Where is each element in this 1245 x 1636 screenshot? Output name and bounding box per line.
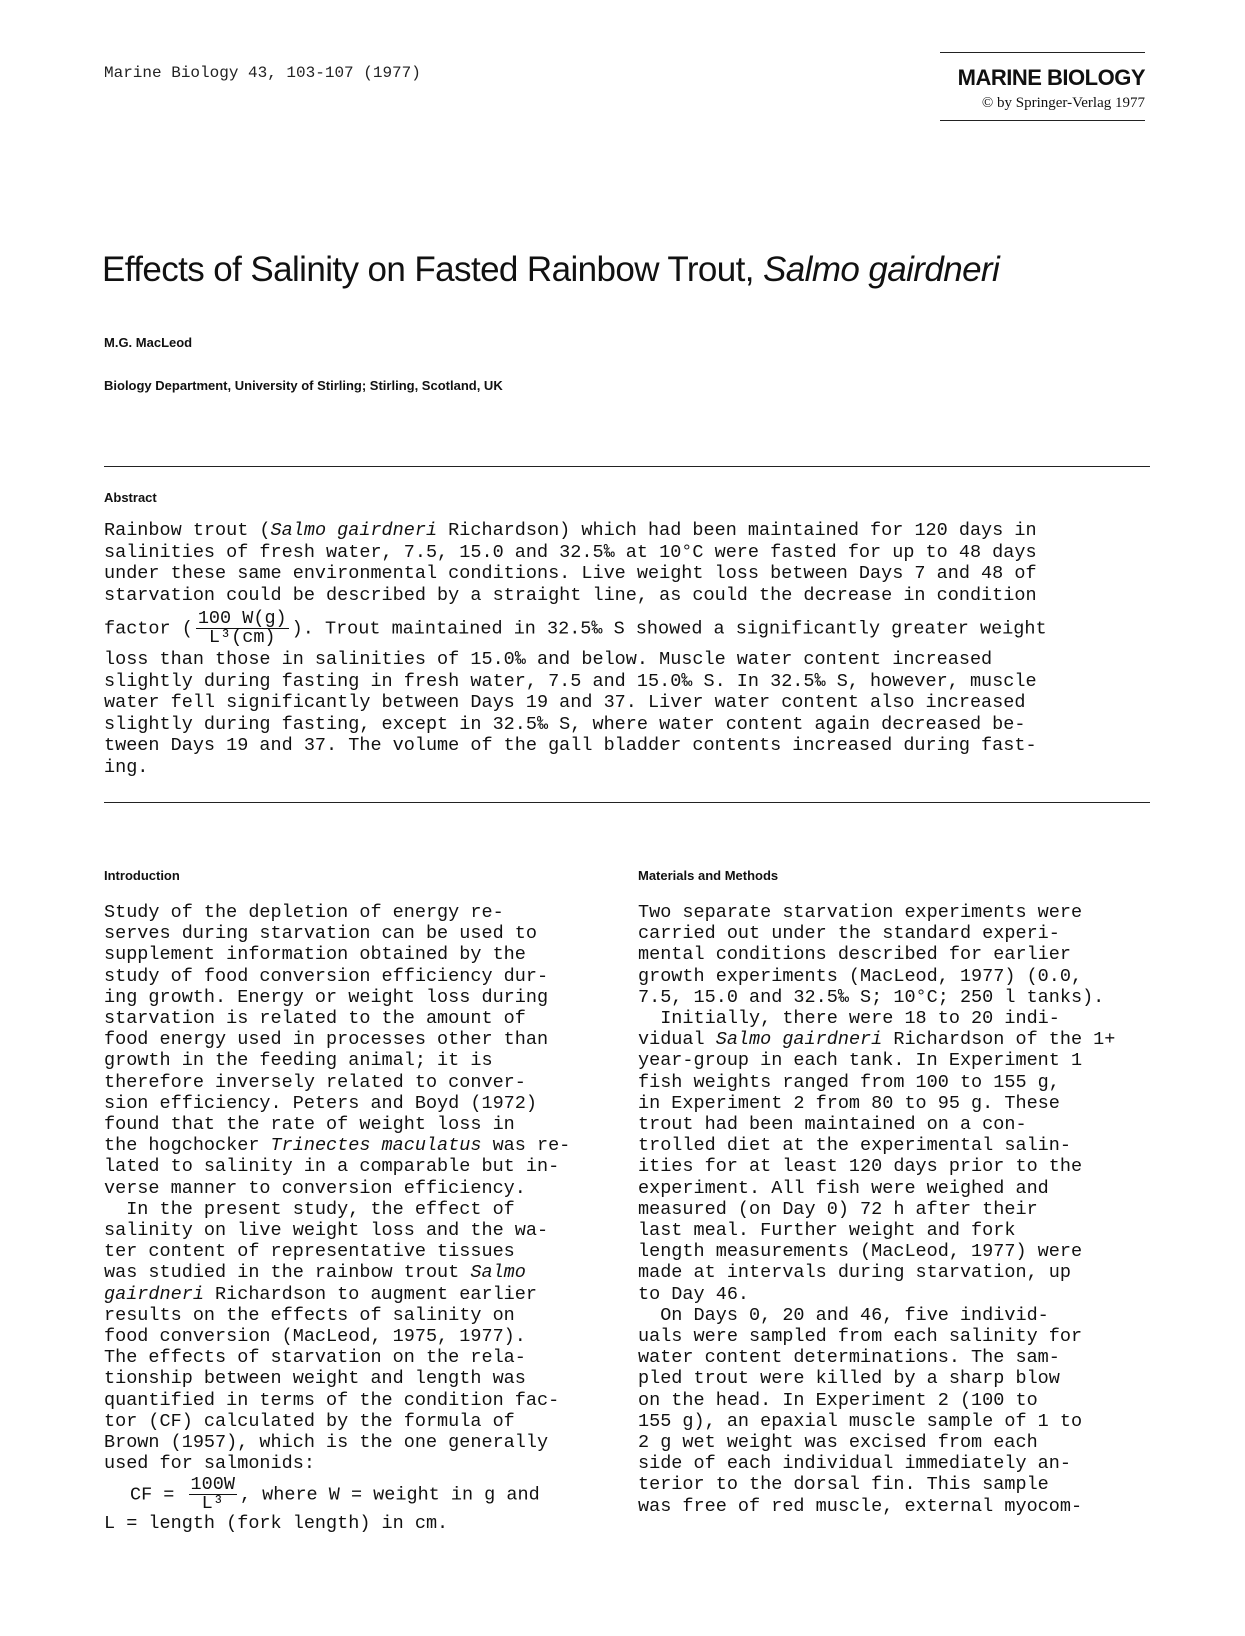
abstract-species: Salmo gairdneri: [270, 520, 438, 541]
methods-line: on the head. In Experiment 2 (100 to: [638, 1389, 1038, 1411]
intro-line: [104, 1135, 614, 1156]
intro-line: ing growth. Energy or weight loss during: [104, 986, 549, 1008]
intro-line: L = length (fork length) in cm.: [104, 1513, 449, 1535]
methods-line: carried out under the standard experi-: [638, 923, 1060, 945]
methods-line: uals were sampled from each salinity for: [638, 1326, 1083, 1348]
methods-line: side of each individual immediately an-: [638, 1453, 1071, 1475]
methods-line: [638, 1029, 1148, 1050]
intro-line: [104, 1262, 614, 1283]
methods-species: Salmo gairdneri: [715, 1029, 883, 1051]
intro-line: sion efficiency. Peters and Boyd (1972): [104, 1092, 537, 1114]
methods-line: ities for at least 120 days prior to the: [638, 1156, 1083, 1178]
author-name: M.G. MacLeod: [104, 335, 193, 350]
abstract-line: starvation could be described by a straight line, as could the decrease in condition: [104, 584, 1037, 606]
abstract-bottom-rule: [104, 802, 1150, 803]
abstract-top-rule: [104, 466, 1150, 467]
intro-line: starvation is related to the amount of: [104, 1008, 526, 1030]
abstract-line: water fell significantly between Days 19 and 37. Liver water content also increased: [104, 692, 1026, 713]
fraction-numerator: 100 W(g): [197, 608, 287, 629]
methods-line: length measurements (MacLeod, 1977) were: [638, 1241, 1083, 1263]
methods-line: 2 g wet weight was excised from each: [638, 1432, 1038, 1454]
methods-line: 155 g), an epaxial muscle sample of 1 to: [638, 1410, 1083, 1432]
fraction-denominator: L³(cm): [208, 627, 276, 648]
journal-name: MARINE BIOLOGY: [957, 65, 1145, 90]
intro-species: Salmo: [470, 1262, 526, 1284]
formula-text: , where W = weight in g and: [239, 1484, 540, 1506]
intro-line: serves during starvation can be used to: [104, 923, 537, 945]
intro-line: found that the rate of weight loss in: [104, 1114, 515, 1136]
abstract-body: [104, 520, 1150, 778]
methods-line: Initially, there were 18 to 20 indi-: [638, 1008, 1060, 1030]
formula-fraction: [189, 1476, 237, 1513]
intro-line: results on the effects of salinity on: [104, 1304, 515, 1326]
methods-line: experiment. All fish were weighed and: [638, 1177, 1049, 1199]
intro-line: growth in the feeding animal; it is: [104, 1050, 493, 1072]
methods-line: On Days 0, 20 and 46, five individ-: [638, 1304, 1049, 1326]
methods-line: terior to the dorsal fin. This sample: [638, 1474, 1049, 1496]
methods-line: made at intervals during starvation, up: [638, 1262, 1071, 1284]
title-text: Effects of Salinity on Fasted Rainbow Trout,: [102, 250, 764, 289]
methods-text: Richardson of the 1+: [882, 1029, 1116, 1051]
methods-line: was free of red muscle, external myocom-: [638, 1495, 1083, 1517]
abstract-line: slightly during fasting, except in 32.5‰ S, where water content again decreased be-: [104, 713, 1026, 735]
intro-line: supplement information obtained by the: [104, 944, 526, 966]
intro-line: study of food conversion efficiency dur-: [104, 965, 549, 987]
methods-line: water content determinations. The sam-: [638, 1347, 1060, 1369]
methods-line: growth experiments (MacLeod, 1977) (0.0,: [638, 965, 1083, 987]
abstract-text: Rainbow trout (: [104, 520, 271, 541]
intro-line: tor (CF) calculated by the formula of: [104, 1410, 515, 1432]
abstract-line: tween Days 19 and 37. The volume of the gall bladder contents increased during fast-: [104, 735, 1037, 756]
abstract-line: slightly during fasting in fresh water, 7.5 and 15.0‰ S. In 32.5‰ S, however, muscle: [104, 670, 1037, 692]
methods-line: fish weights ranged from 100 to 155 g,: [638, 1071, 1060, 1093]
intro-line: food conversion (MacLeod, 1975, 1977).: [104, 1326, 526, 1348]
intro-line: ter content of representative tissues: [104, 1241, 515, 1263]
abstract-line: [104, 610, 1150, 647]
methods-line: Two separate starvation experiments were: [638, 902, 1083, 923]
abstract-line: under these same environmental conditions. Live weight loss between Days 7 and 48 of: [104, 563, 1037, 584]
paper-title: [102, 250, 999, 290]
intro-line: salinity on live weight loss and the wa-: [104, 1220, 549, 1242]
abstract-line: loss than those in salinities of 15.0‰ and below. Muscle water content increased: [104, 649, 993, 670]
abstract-text: Richardson) which had been maintained for 120 days in: [437, 520, 1037, 541]
abstract-text: factor (: [104, 618, 193, 640]
intro-line: lated to salinity in a comparable but in-: [104, 1156, 560, 1178]
intro-line: therefore inversely related to conver-: [104, 1071, 526, 1093]
methods-heading: Materials and Methods: [638, 868, 779, 883]
intro-text: was studied in the rainbow trout: [104, 1262, 471, 1284]
intro-line: Study of the depletion of energy re-: [104, 902, 504, 923]
abstract-heading: Abstract: [104, 490, 157, 505]
intro-line: verse manner to conversion efficiency.: [104, 1177, 526, 1199]
abstract-line: ing.: [104, 756, 149, 778]
condition-factor-formula: [130, 1476, 614, 1513]
intro-line: The effects of starvation on the rela-: [104, 1347, 526, 1369]
abstract-text: ). Trout maintained in 32.5‰ S showed a significantly greater weight: [291, 618, 1047, 640]
methods-text: vidual: [638, 1029, 716, 1051]
methods-line: year-group in each tank. In Experiment 1: [638, 1050, 1083, 1072]
intro-line: tionship between weight and length was: [104, 1368, 526, 1390]
intro-line: food energy used in processes other than: [104, 1029, 549, 1051]
abstract-line: salinities of fresh water, 7.5, 15.0 and 32.5‰ at 10°C were fasted for up to 48 days: [104, 541, 1037, 563]
author-affiliation: Biology Department, University of Stirling; Stirling, Scotland, UK: [104, 378, 503, 393]
formula-numerator: 100W: [190, 1474, 235, 1496]
intro-line: Brown (1957), which is the one generally: [104, 1432, 549, 1454]
methods-line: last meal. Further weight and fork: [638, 1220, 1016, 1242]
abstract-line: [104, 520, 1150, 542]
intro-species: Trinectes maculatus: [270, 1135, 482, 1157]
methods-line: mental conditions described for earlier: [638, 944, 1071, 966]
journal-citation: Marine Biology 43, 103-107 (1977): [104, 64, 421, 82]
formula-denominator: L³: [201, 1493, 224, 1515]
methods-line: in Experiment 2 from 80 to 95 g. These: [638, 1092, 1060, 1114]
methods-line: trolled diet at the experimental salin-: [638, 1135, 1071, 1157]
title-species: Salmo gairdneri: [763, 250, 1000, 289]
intro-line: In the present study, the effect of: [104, 1198, 515, 1220]
condition-factor-fraction: [196, 610, 289, 647]
intro-line: used for salmonids:: [104, 1453, 315, 1475]
introduction-column: [104, 902, 614, 1535]
intro-species: gairdneri: [104, 1283, 204, 1305]
methods-line: measured (on Day 0) 72 h after their: [638, 1198, 1038, 1220]
methods-line: 7.5, 15.0 and 32.5‰ S; 10°C; 250 l tanks).: [638, 986, 1105, 1008]
intro-text: was re-: [481, 1135, 571, 1157]
methods-line: trout had been maintained on a con-: [638, 1114, 1027, 1136]
intro-text: the hogchocker: [104, 1135, 271, 1157]
journal-masthead: [940, 52, 1145, 121]
formula-lhs: CF =: [130, 1484, 186, 1506]
intro-line: [104, 1284, 614, 1305]
copyright-notice: © by Springer-Verlag 1977: [981, 95, 1145, 111]
intro-text: Richardson to augment earlier: [203, 1283, 537, 1305]
intro-line: quantified in terms of the condition fac-: [104, 1389, 560, 1411]
methods-line: pled trout were killed by a sharp blow: [638, 1368, 1060, 1390]
introduction-heading: Introduction: [104, 868, 180, 883]
methods-line: to Day 46.: [638, 1283, 750, 1305]
methods-column: [638, 902, 1148, 1517]
